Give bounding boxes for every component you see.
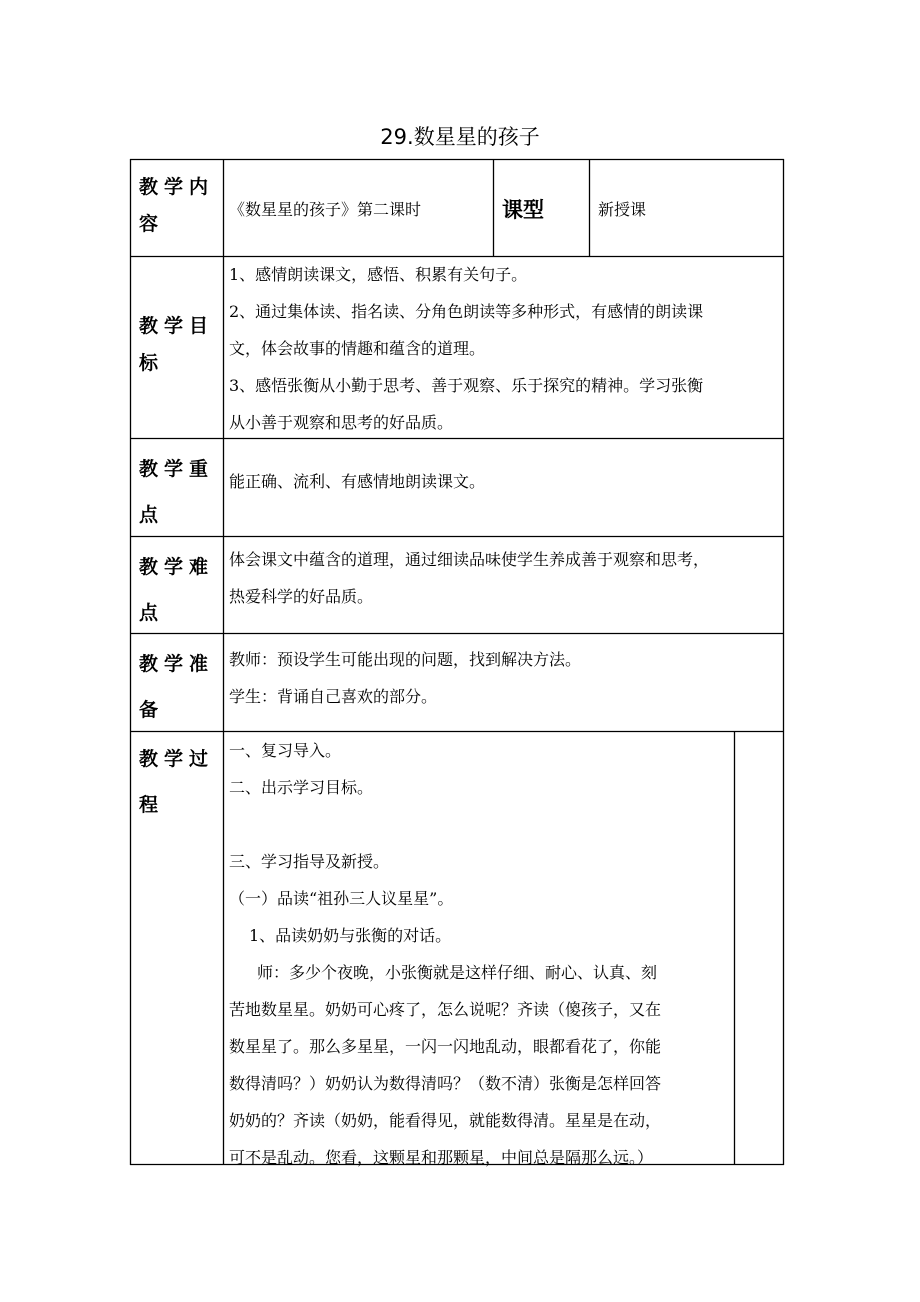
process-line: 可不是乱动。您看，这颗星和那颗星，中间总是隔那么远。） xyxy=(229,1148,654,1167)
goal-line: 从小善于观察和思考的好品质。 xyxy=(229,413,454,432)
process-text xyxy=(229,732,733,1176)
content-label-line2: 容 xyxy=(139,213,165,235)
goals-label-line1: 教学目 xyxy=(139,315,215,337)
difficulties-label-line2: 点 xyxy=(139,602,165,624)
keypoints-label-line2: 点 xyxy=(139,504,165,526)
difficulties-text xyxy=(229,541,781,615)
process-label xyxy=(131,736,223,828)
goal-line: 2、通过集体读、指名读、分角色朗读等多种形式，有感情的朗读课 xyxy=(229,302,704,321)
process-line: 数星星了。那么多星星，一闪一闪地乱动，眼都看花了，你能 xyxy=(229,1037,662,1056)
keypoints-label-line1: 教学重 xyxy=(139,458,215,480)
preparation-label xyxy=(131,641,223,733)
process-line: 三、学习指导及新授。 xyxy=(229,852,390,871)
preparation-text xyxy=(229,641,781,715)
course-title: 《数星星的孩子》第二课时 xyxy=(229,200,422,219)
process-label-line2: 程 xyxy=(139,794,165,816)
preparation-line: 教师：预设学生可能出现的问题，找到解决方法。 xyxy=(229,650,582,669)
lesson-type-value: 新授课 xyxy=(598,200,647,219)
preparation-label-line1: 教学准 xyxy=(139,653,215,675)
content-label xyxy=(131,169,223,243)
difficulty-line: 体会课文中蕴含的道理，通过细读品味使学生养成善于观察和思考， xyxy=(229,550,710,569)
process-line: 师：多少个夜晚，小张衡就是这样仔细、耐心、认真、刻 xyxy=(257,963,658,982)
goal-line: 3、感悟张衡从小勤于思考、善于观察、乐于探究的精神。学习张衡 xyxy=(229,376,704,395)
process-line: 二、出示学习目标。 xyxy=(229,778,374,797)
process-line: 一、复习导入。 xyxy=(229,741,342,760)
process-line: （一）品读“祖孙三人议星星”。 xyxy=(229,889,454,908)
goal-line: 1、感情朗读课文，感悟、积累有关句子。 xyxy=(229,265,528,284)
difficulty-line: 热爱科学的好品质。 xyxy=(229,587,374,606)
preparation-line: 学生：背诵自己喜欢的部分。 xyxy=(229,687,438,706)
process-label-line1: 教学过 xyxy=(139,748,215,770)
lesson-type-label: 课型 xyxy=(502,198,544,222)
process-line: 奶奶的？齐读（奶奶，能看得见，就能数得清。星星是在动， xyxy=(229,1111,662,1130)
goals-label-line2: 标 xyxy=(139,352,165,374)
keypoints-text: 能正确、流利、有感情地朗读课文。 xyxy=(229,472,486,491)
difficulties-label-line1: 教学难 xyxy=(139,556,215,578)
goals-label xyxy=(131,308,223,382)
process-line: 数得清吗？）奶奶认为数得清吗？（数不清）张衡是怎样回答 xyxy=(229,1074,662,1093)
keypoints-label xyxy=(131,446,223,538)
process-line: 1、品读奶奶与张衡的对话。 xyxy=(249,926,452,945)
goals-text xyxy=(229,256,781,441)
preparation-label-line2: 备 xyxy=(139,699,165,721)
content-label-line1: 教学内 xyxy=(139,176,215,198)
difficulties-label xyxy=(131,544,223,636)
page-title: 29.数星星的孩子 xyxy=(380,125,540,149)
process-line: 苦地数星星。奶奶可心疼了，怎么说呢？齐读（傻孩子，又在 xyxy=(229,1000,662,1019)
goal-line: 文，体会故事的情趣和蕴含的道理。 xyxy=(229,339,486,358)
